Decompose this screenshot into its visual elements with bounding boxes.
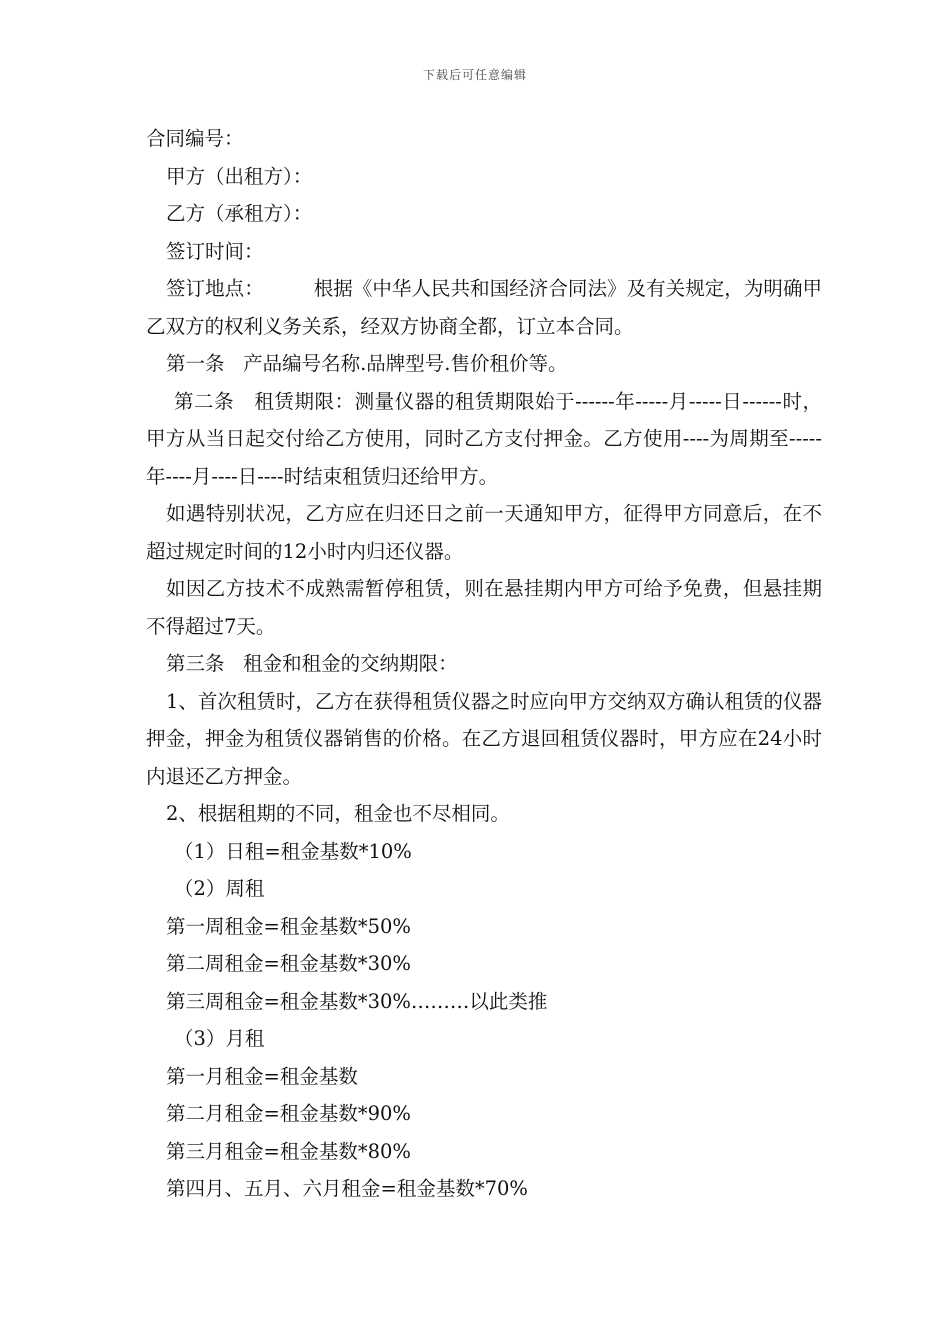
week-3-rent: 第三周租金=租金基数*30%………以此类推 [166, 989, 548, 1013]
contract-number-label: 合同编号： [146, 127, 244, 150]
article-2: 第二条 租赁期限：测量仪器的租赁期限始于------年-----月-----日------时，甲方从当日起交付给乙方使用，同时乙方支付押金。乙方使用----为周期至-----年----月----日----时结束租赁归还给甲方。 [146, 389, 822, 488]
sign-place-paragraph: 签订地点： 根据《中华人民共和国经济合同法》及有关规定，为明确甲乙双方的权利义务关系，经双方协商全都，订立本合同。 [146, 277, 822, 338]
item-2: 2、根据租期的不同，租金也不尽相同。 [166, 802, 510, 825]
article-3: 第三条 租金和租金的交纳期限： [166, 652, 458, 675]
sign-time-label: 签订时间： [166, 239, 264, 263]
contract-body [146, 120, 822, 1208]
month-2-rent: 第二月租金=租金基数*90% [166, 1102, 411, 1125]
daily-rent: （1）日租=租金基数*10% [174, 839, 412, 863]
item-1: 1、首次租赁时，乙方在获得租赁仪器之时应向甲方交纳双方确认租赁的仪器押金，押金为租赁仪器销售的价格。在乙方退回租赁仪器时，甲方应在24小时内退还乙方押金。 [146, 689, 822, 788]
party-b-label: 乙方（承租方）： [166, 202, 313, 225]
suspension-paragraph: 如因乙方技术不成熟需暂停租赁，则在悬挂期内甲方可给予免费，但悬挂期不得超过7天。 [146, 577, 822, 638]
party-a-label: 甲方（出租方）： [166, 164, 313, 188]
special-circumstance-paragraph: 如遇特别状况，乙方应在归还日之前一天通知甲方，征得甲方同意后，在不超过规定时间的12小时内归还仪器。 [146, 502, 822, 563]
month-1-rent: 第一月租金=租金基数 [166, 1064, 358, 1088]
week-1-rent: 第一周租金=租金基数*50% [166, 914, 411, 938]
article-1: 第一条 产品编号名称.品牌型号.售价租价等。 [166, 352, 568, 375]
page-header: 下载后可任意编辑 [422, 68, 527, 82]
week-2-rent: 第二周租金=租金基数*30% [166, 952, 411, 975]
weekly-rent: （2）周租 [174, 877, 265, 900]
monthly-rent: （3）月租 [174, 1027, 265, 1050]
month-3-rent: 第三月租金=租金基数*80% [166, 1139, 411, 1163]
month-4-6-rent: 第四月、五月、六月租金=租金基数*70% [166, 1177, 528, 1200]
